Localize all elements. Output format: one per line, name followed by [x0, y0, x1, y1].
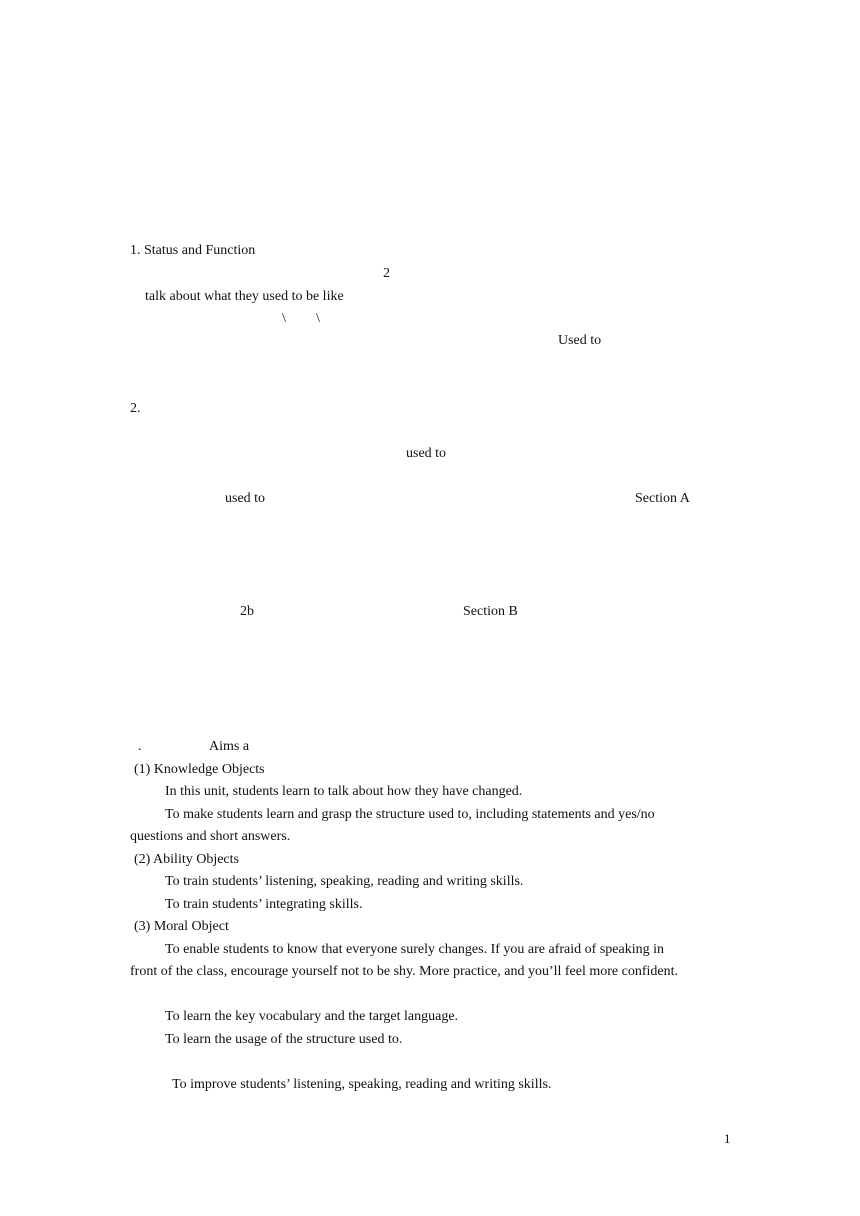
ability-objects-heading: (2) Ability Objects: [134, 852, 239, 867]
paragraph-line: To learn the key vocabulary and the target language.: [165, 1009, 459, 1024]
paragraph-line: To train students’ listening, speaking, reading and writing skills.: [165, 874, 524, 889]
paragraph-line: To train students’ integrating skills.: [165, 897, 363, 912]
moral-object-heading: (3) Moral Object: [134, 919, 229, 934]
paragraph-line: To make students learn and grasp the structure used to, including statements and yes/no: [165, 807, 655, 822]
paragraph-line: questions and short answers.: [130, 829, 291, 844]
text-fragment: Used to: [558, 333, 602, 348]
text-fragment: \: [316, 311, 320, 326]
paragraph-line: In this unit, students learn to talk about how they have changed.: [165, 784, 523, 799]
text-fragment: used to: [406, 446, 447, 461]
paragraph-line: front of the class, encourage yourself not to be shy. More practice, and you’ll feel more confident.: [130, 964, 679, 979]
text-fragment: Section B: [463, 604, 518, 619]
text-fragment: talk about what they used to be like: [145, 289, 344, 304]
text-fragment: 2b: [240, 604, 254, 619]
page-number: 1: [724, 1131, 731, 1146]
section-heading-2: 2.: [130, 401, 141, 416]
text-fragment: .: [138, 739, 142, 754]
text-fragment: \: [282, 311, 286, 326]
text-fragment: Section A: [635, 491, 690, 506]
text-fragment: used to: [225, 491, 266, 506]
aims-title: Aims a: [209, 739, 250, 754]
paragraph-line: To enable students to know that everyone surely changes. If you are afraid of speaking in: [165, 942, 664, 957]
paragraph-line: To improve students’ listening, speaking, reading and writing skills.: [172, 1077, 552, 1092]
paragraph-line: To learn the usage of the structure used to.: [165, 1032, 403, 1047]
section-heading-status-function: 1. Status and Function: [130, 243, 256, 258]
text-fragment: 2: [383, 266, 390, 281]
knowledge-objects-heading: (1) Knowledge Objects: [134, 762, 265, 777]
